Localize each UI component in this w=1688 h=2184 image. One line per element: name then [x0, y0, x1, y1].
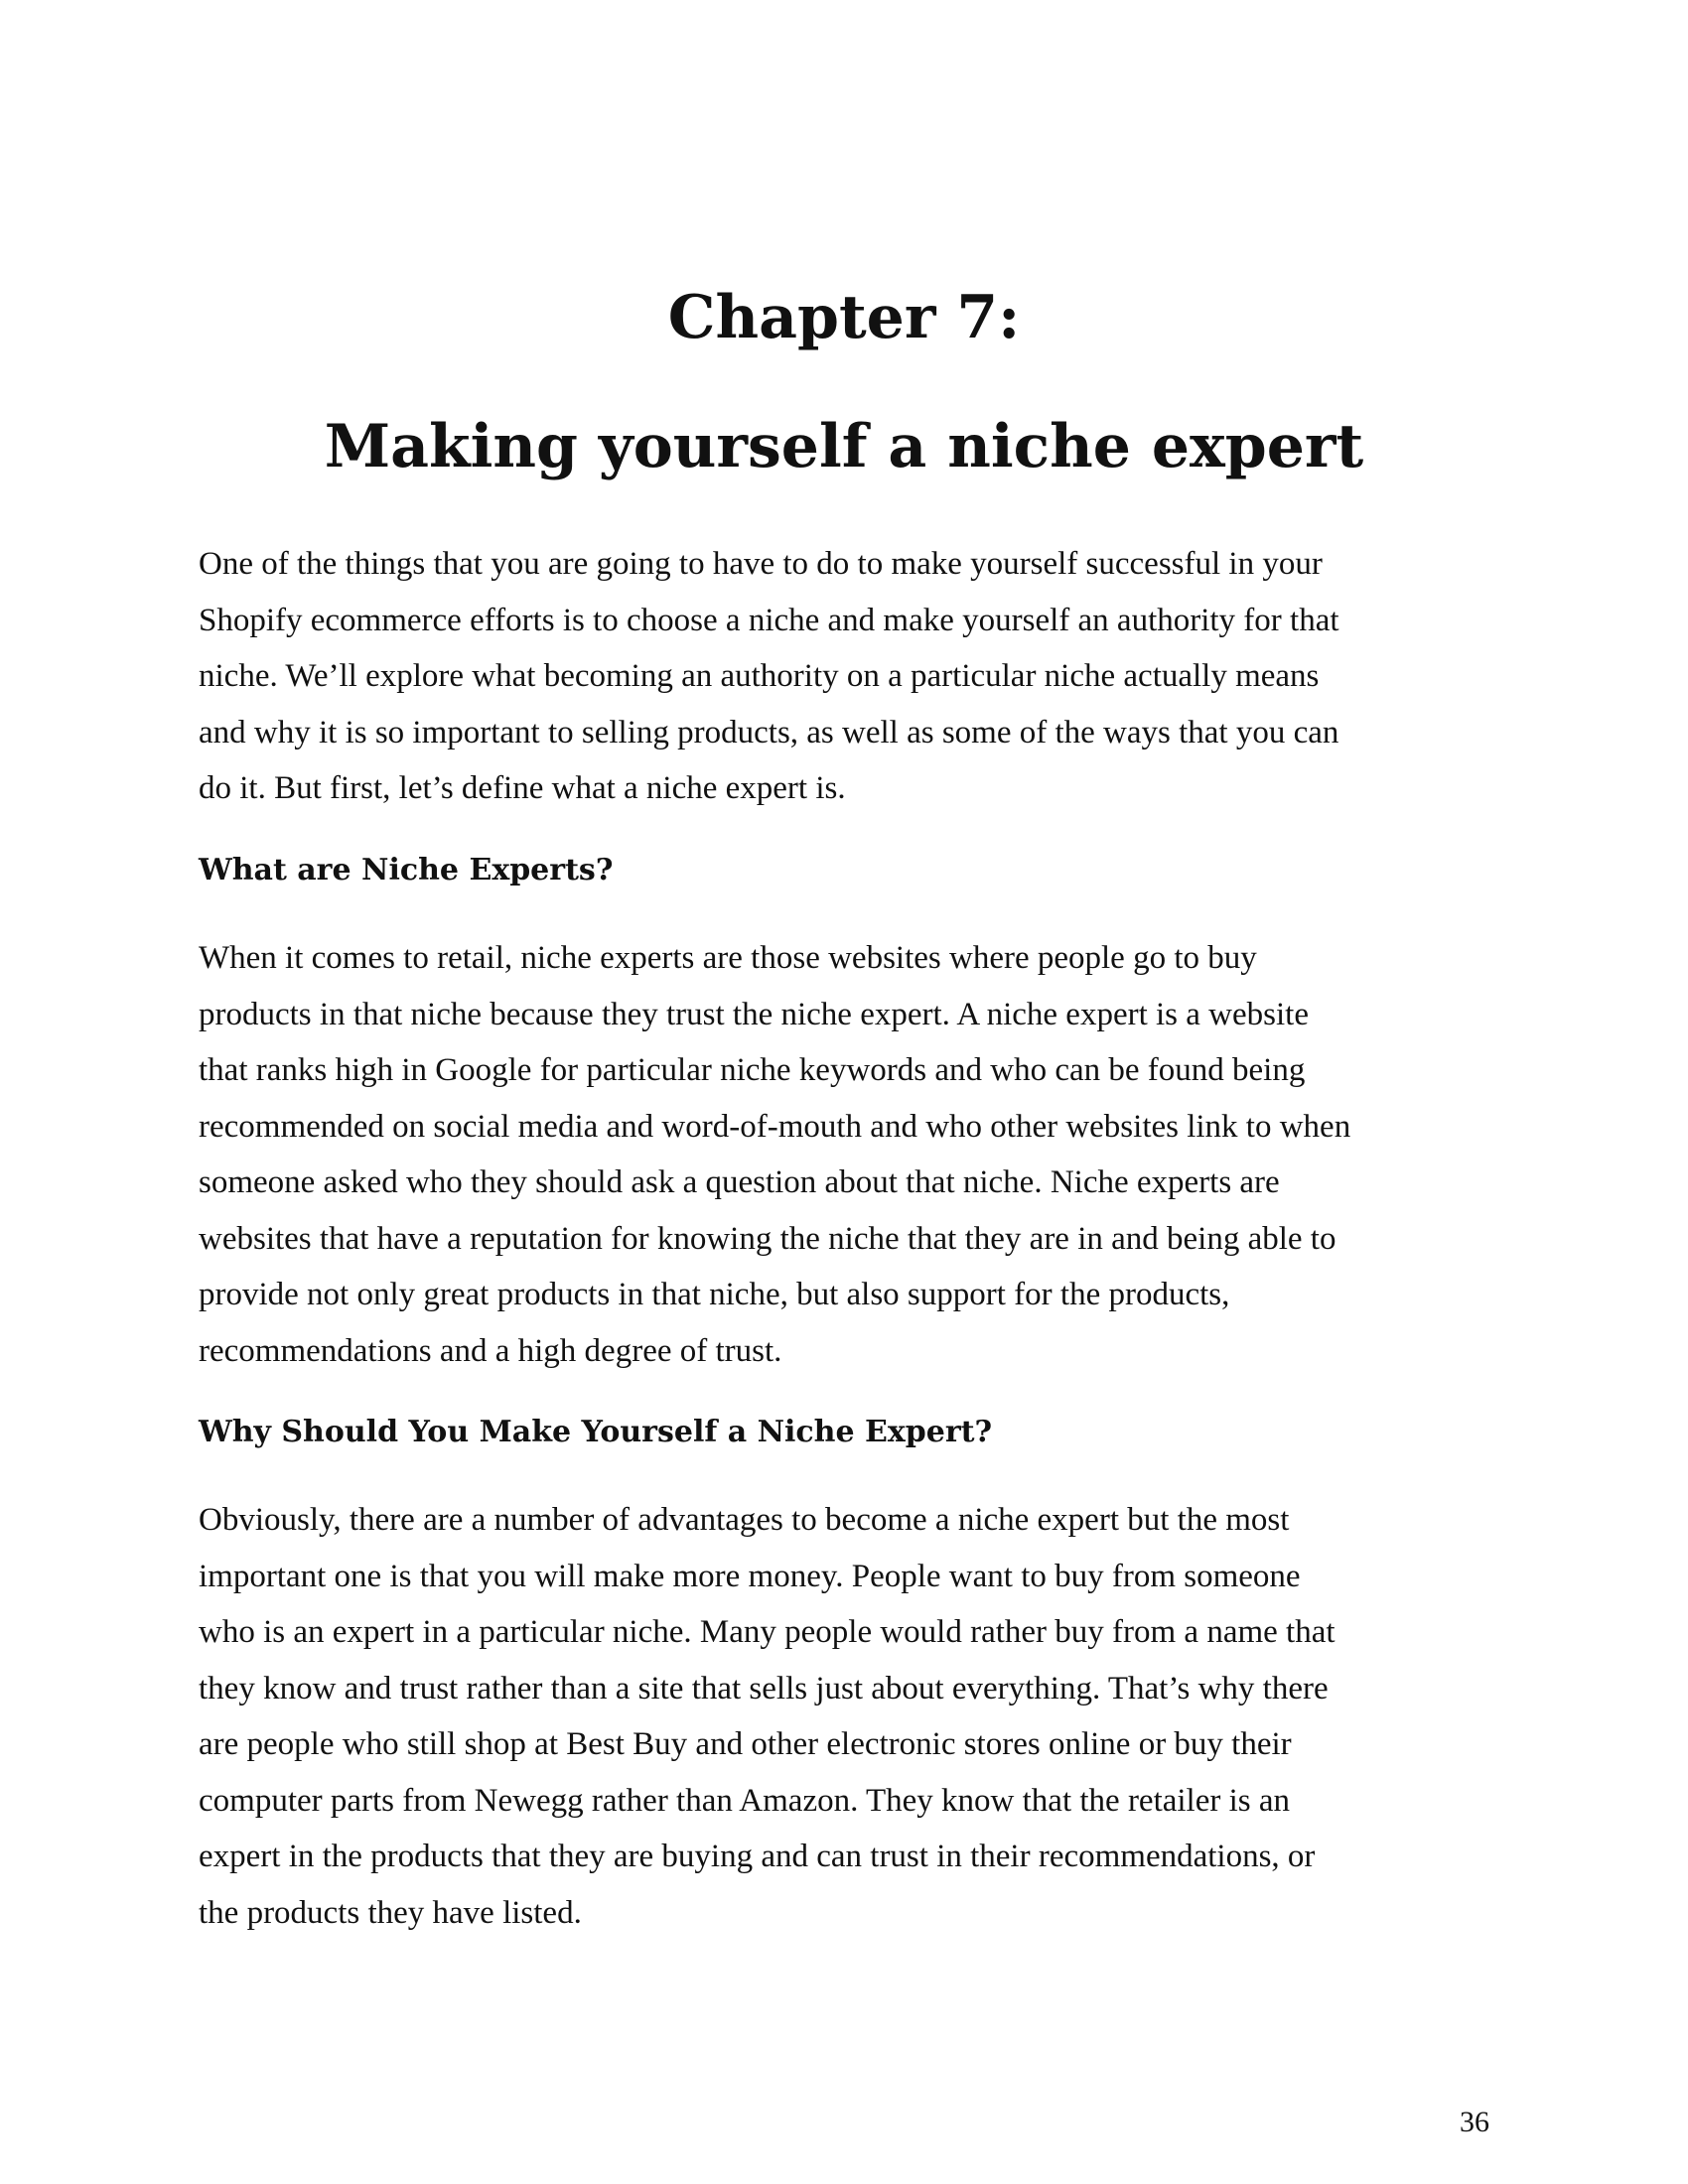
paragraph-line: that ranks high in Google for particular niche keywords and who can be found being — [199, 1052, 1306, 1088]
paragraph-line: provide not only great products in that niche, but also support for the products, — [199, 1277, 1230, 1312]
paragraph-line: who is an expert in a particular niche. Many people would rather buy from a name that — [199, 1614, 1336, 1650]
section-heading-why-niche-expert: Why Should You Make Yourself a Niche Expert? — [199, 1415, 993, 1449]
paragraph-line: and why it is so important to selling products, as well as some of the ways that you can — [199, 714, 1339, 751]
intro-paragraph — [199, 536, 1489, 817]
paragraph-line: When it comes to retail, niche experts are those websites where people go to buy — [199, 940, 1257, 976]
paragraph-line: recommendations and a high degree of trust. — [199, 1332, 782, 1369]
page-number: 36 — [1460, 2106, 1489, 2138]
paragraph-line: important one is that you will make more money. People want to buy from someone — [199, 1558, 1301, 1594]
section1-paragraph — [199, 930, 1489, 1379]
paragraph-line: expert in the products that they are buying and can trust in their recommendations, or — [199, 1839, 1316, 1874]
paragraph-line: computer parts from Newegg rather than Amazon. They know that the retailer is an — [199, 1782, 1291, 1819]
paragraph-line: niche. We’ll explore what becoming an authority on a particular niche actually means — [199, 658, 1320, 694]
paragraph-line: they know and trust rather than a site that sells just about everything. That’s why there — [199, 1670, 1329, 1706]
paragraph-line: the products they have listed. — [199, 1894, 582, 1931]
paragraph-line: recommended on social media and word-of-mouth and who other websites link to when — [199, 1108, 1351, 1145]
paragraph-line: are people who still shop at Best Buy and other electronic stores online or buy their — [199, 1726, 1292, 1762]
paragraph-line: websites that have a reputation for knowing the niche that they are in and being able to — [199, 1220, 1336, 1257]
paragraph-line: someone asked who they should ask a question about that niche. Niche experts are — [199, 1164, 1280, 1200]
paragraph-line: Shopify ecommerce efforts is to choose a niche and make yourself an authority for that — [199, 602, 1339, 638]
paragraph-line: One of the things that you are going to have to do to make yourself successful in your — [199, 546, 1323, 582]
section2-paragraph — [199, 1492, 1489, 1941]
section-heading-niche-experts: What are Niche Experts? — [199, 853, 614, 887]
chapter-number: Chapter 7: — [667, 283, 1021, 352]
chapter-title: Making yourself a niche expert — [324, 412, 1364, 481]
paragraph-line: do it. But first, let’s define what a niche expert is. — [199, 770, 846, 806]
paragraph-line: Obviously, there are a number of advantages to become a niche expert but the most — [199, 1502, 1290, 1538]
paragraph-line: products in that niche because they trust the niche expert. A niche expert is a website — [199, 996, 1309, 1032]
